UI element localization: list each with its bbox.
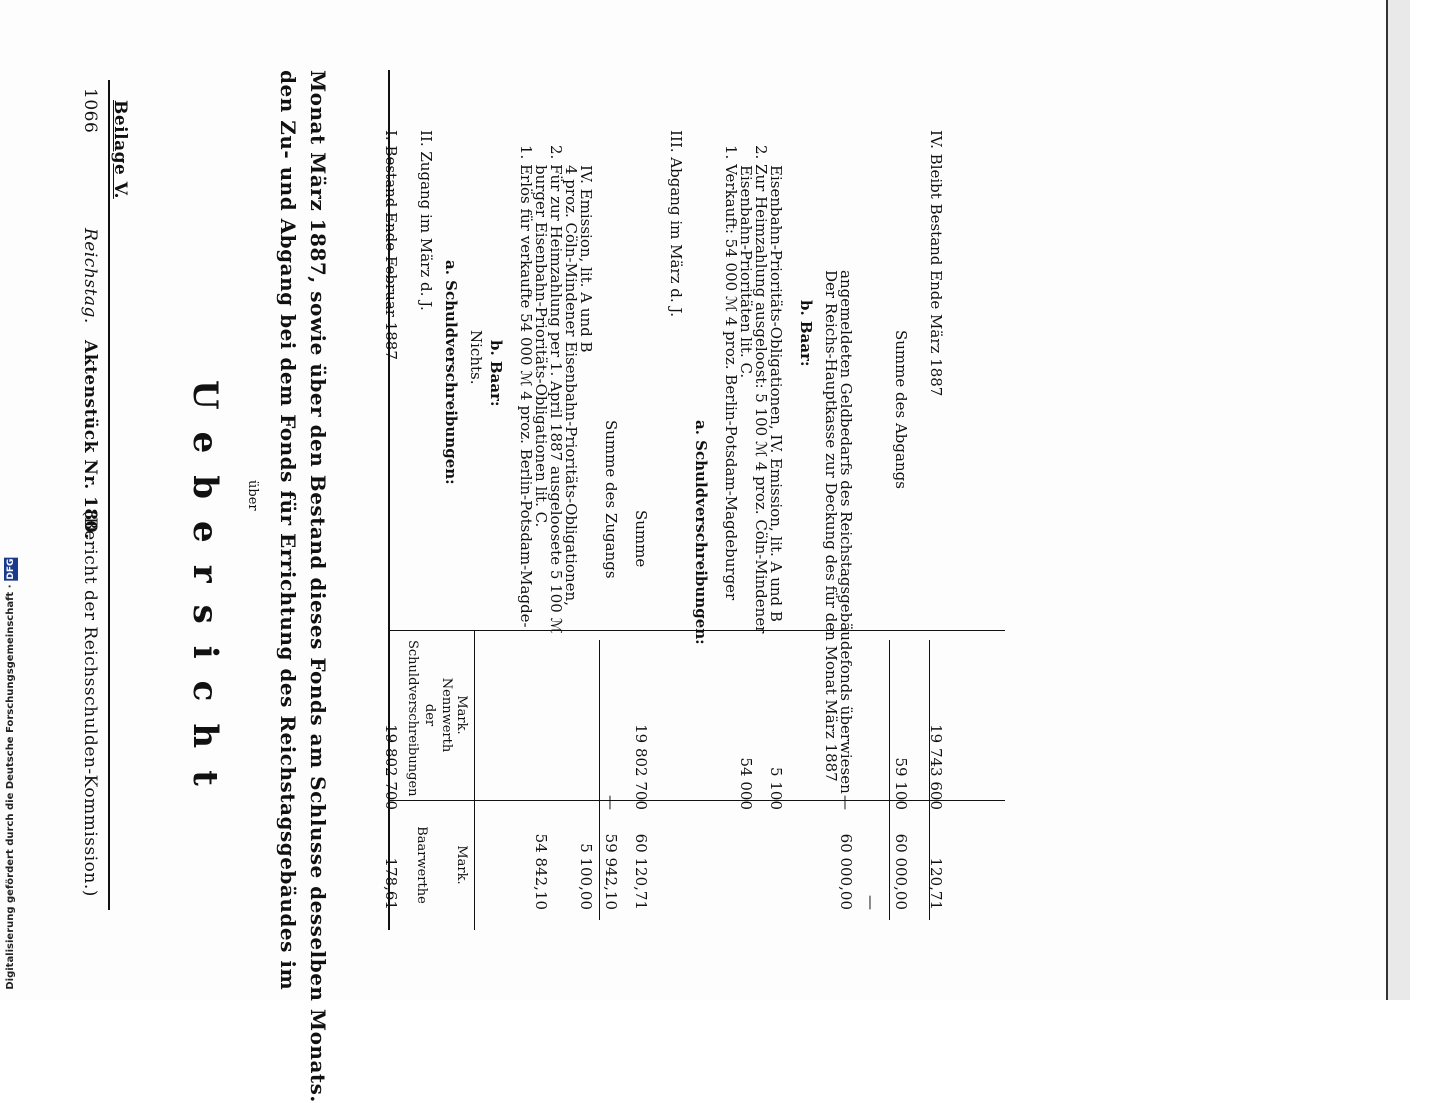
sum-label: Summe — [632, 510, 650, 568]
row-1-label: I. Bestand Ende Februar 1887 — [382, 130, 400, 360]
column-unit-cash: Mark. — [454, 845, 469, 885]
row-3b-1-cont: angemeldeten Geldbedarfs des Reichstagsgebäudefonds überwiesen — [837, 270, 855, 794]
column-head-rule — [474, 630, 475, 930]
row-2b-head: b. Baar: — [487, 340, 505, 407]
row-4-nominal: 19 743 600 — [927, 724, 945, 810]
row-2b-2: 2. Für zur Heimzahlung per 1. April 1887 ausgeloosete 5 100 ℳ — [547, 145, 565, 634]
row-3a-1-cont: Eisenbahn-Prioritäten lit. C. — [737, 165, 755, 379]
row-1-cash: 178,61 — [382, 857, 400, 910]
row-3b-cash: 60 000,00 — [837, 833, 855, 910]
title-sub: über — [245, 480, 260, 511]
row-3a-2-cont: Eisenbahn-Prioritäts-Obligationen, IV. Emission, lit. A und B — [767, 165, 785, 622]
header-report: (Bericht der Reichsschulden-Kommission.) — [80, 510, 100, 897]
row-4-cash: 120,71 — [927, 857, 945, 910]
row-3a-2-nominal: 5 100 — [767, 767, 785, 810]
column-unit-nominal: Mark. — [454, 695, 469, 735]
row-3b-head: b. Baar: — [797, 300, 815, 367]
page-number: 1066 — [80, 88, 100, 134]
header-rule — [108, 80, 110, 910]
row-2-label: II. Zugang im März d. J. — [417, 130, 435, 311]
row-2b-1-cash: 54 842,10 — [532, 833, 550, 910]
sum-nominal: 19 802 700 — [632, 724, 650, 810]
column-head-cash: Baarwerthe — [414, 826, 429, 904]
row-2a-text: Nichts. — [467, 330, 485, 385]
column-divider-mid — [390, 800, 1005, 801]
appendix-label: Beilage V. — [110, 100, 130, 199]
row-3-cash: 60 000,00 — [892, 833, 910, 910]
row-3a-1-nominal: 54 000 — [737, 757, 755, 810]
row-3-label: III. Abgang im März d. J. — [667, 130, 685, 318]
digitization-note: Digitalisierung gefördert durch die Deutsche Forschungsgemeinschaft · DFG — [5, 559, 16, 990]
row-2b-2-cont2: IV. Emission, lit. A und B — [577, 165, 595, 353]
row-3a-1: 1. Verkauft: 54 000 ℳ 4 proz. Berlin-Potsdam-Magdeburger — [722, 145, 740, 601]
sum-cash: 60 120,71 — [632, 833, 650, 910]
row-2-cash: 59 942,10 — [602, 833, 620, 910]
row-1-nominal: 19 802 700 — [382, 724, 400, 810]
header-document: Aktenstück Nr. 180. — [80, 340, 100, 540]
title-line-1: den Zu- und Abgang bei dem Fonds für Errichtung des Reichstagsgebäudes im — [276, 70, 300, 991]
row-2b-1: 1. Erlös für verkaufte 54 000 ℳ 4 proz. Berlin-Potsdam-Magde- — [517, 145, 535, 628]
column-head-nominal: Nennwerth der Schuldverschreibungen — [405, 640, 454, 797]
row-2-sum-rule — [599, 640, 600, 920]
row-3b-1: Der Reichs-Hauptkasse zur Deckung des für den Monat März 1887 — [822, 270, 840, 782]
row-3-nominal: 59 100 — [892, 757, 910, 810]
row-3-sum-label: Summe des Abgangs — [892, 330, 910, 489]
row-3b-nominal: — — [837, 795, 855, 810]
row-3a-head: a. Schuldverschreibungen: — [692, 420, 710, 645]
row-2-sum-label: Summe des Zugangs — [602, 420, 620, 579]
row-2b-2-cont: 4 proz. Cöln-Mindener Eisenbahn-Prioritäts-Obligationen, — [562, 165, 580, 606]
dfg-logo: DFG — [6, 559, 16, 581]
header-source: Reichstag. — [80, 228, 100, 324]
row-4-label: IV. Bleibt Bestand Ende März 1887 — [927, 130, 945, 397]
row-2b-1-cont: burger Eisenbahn-Prioritäts-Obligationen lit. C. — [532, 165, 550, 528]
row-3a-2: 2. Zur Heimzahlung ausgeloost: 5 100 ℳ 4 proz. Cöln-Mindener — [752, 145, 770, 634]
row-2a-head: a. Schuldverschreibungen: — [442, 260, 460, 485]
title-main: Uebersicht — [185, 380, 225, 808]
row-2-nominal: — — [602, 795, 620, 810]
title-line-2: Monat März 1887, sowie über den Bestand dieses Fonds am Schlusse desselben Monats. — [306, 70, 330, 1103]
row-2b-2-cash: 5 100,00 — [577, 843, 595, 910]
row-3-cash-dash: — — [862, 895, 880, 910]
row-3-sum-rule — [889, 640, 890, 920]
